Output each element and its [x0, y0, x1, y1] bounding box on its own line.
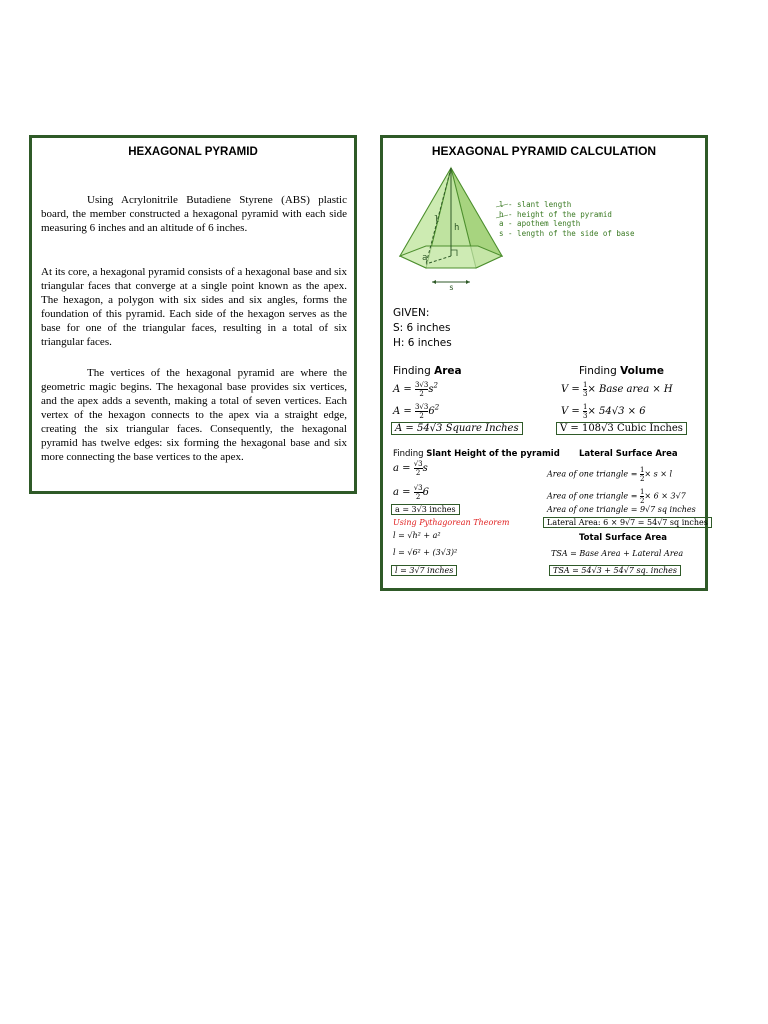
label-h: h	[454, 223, 460, 233]
area-formula-2: A = $\frac{3√3}{2}$ $6^2$	[393, 403, 440, 420]
triangle-area-formula-1: Area of one triangle = $\frac{1}{2}$ × s × l	[547, 466, 673, 483]
apothem-formula-2: a = $\frac{√3}{2}$ 6	[393, 484, 429, 501]
given-s: S: 6 inches	[393, 322, 451, 334]
calculation-panel	[380, 135, 708, 591]
diagram-legend	[499, 200, 634, 238]
legend-item: l - slant length	[499, 200, 572, 209]
tsa-result: TSA = 54√3 + 54√7 sq. inches	[549, 565, 681, 576]
given-section	[393, 306, 452, 351]
slant-result: l = 3√7 inches	[391, 565, 457, 576]
slant-formula-2: l = √6² + (3√3)²	[393, 548, 458, 557]
triangle-area-formula-3: Area of one triangle = 9√7 sq inches	[547, 505, 696, 514]
slant-formula-1: l = √h² + a²	[393, 531, 441, 540]
area-formula-1: A = $\frac{3√3}{2}$ $s^2$	[393, 381, 438, 398]
paragraph-construction: Using Acrylonitrile Butadiene Styrene (ABS) plastic board, the member constructed a hexagonal pyramid with each side measuring 6 inches and an altitude of 6 inches.	[41, 194, 347, 234]
paragraph-core: At its core, a hexagonal pyramid consists of a hexagonal base and six triangular faces that converge at a single point known as the apex. The hexagon, a polygon with six sides and six angles, forms the foundation of this pyramid. Each side of the hexagon serves as the base for one of the triangular faces, resulting in a total of six triangular faces.	[41, 266, 347, 348]
volume-result: V = 108√3 Cubic Inches	[556, 422, 687, 435]
tsa-formula: TSA = Base Area + Lateral Area	[551, 549, 684, 558]
volume-formula-2: V = $\frac{1}{3}$ × 54√3 × 6	[561, 403, 646, 420]
label-a: a	[422, 253, 428, 263]
legend-item: a - apothem length	[499, 219, 581, 228]
pythagorean-note: Using Pythagorean Theorem	[393, 518, 510, 527]
total-surface-heading: Total Surface Area	[579, 533, 668, 543]
legend-item: s - length of the side of base	[499, 228, 635, 238]
panel-title: HEXAGONAL PYRAMID	[128, 146, 258, 158]
calculation-title: HEXAGONAL PYRAMID CALCULATION	[431, 144, 657, 158]
slant-height-heading: Finding Slant Height of the pyramid	[393, 449, 560, 459]
apothem-result: a = 3√3 inches	[391, 504, 460, 515]
lateral-area-result: Lateral Area: 6 × 9√7 = 54√7 sq inches	[543, 517, 712, 528]
finding-volume-heading: Finding Volume	[579, 365, 664, 377]
paragraph-vertices: The vertices of the hexagonal pyramid are where the geometric magic begins. The hexagonal base provides six vertices, and the apex adds a seventh, making a total of seven vertices. Each vertex of the hexagon connects to the apex via a straight edge, creating the six triangular faces. Consequently, the hexagonal pyramid has twelve edges: six forming the hexagonal base and six more connecting the base vertices to the apex.	[41, 367, 347, 463]
finding-area-heading: Finding Area	[393, 365, 462, 377]
given-label: GIVEN:	[393, 307, 430, 319]
area-result: A = 54√3 Square Inches	[391, 422, 523, 435]
legend-item: h - height of the pyramid	[499, 209, 612, 219]
lateral-surface-heading: Lateral Surface Area	[579, 449, 678, 459]
triangle-area-formula-2: Area of one triangle = $\frac{1}{2}$ × 6 × 3√7	[547, 488, 686, 505]
apothem-formula-1: a = $\frac{√3}{2}$ s	[393, 460, 428, 477]
given-h: H: 6 inches	[393, 337, 452, 349]
label-s: s	[449, 283, 454, 292]
description-panel	[29, 135, 357, 494]
volume-formula-1: V = $\frac{1}{3}$ × Base area × H	[561, 381, 673, 398]
label-l: l	[434, 215, 440, 225]
